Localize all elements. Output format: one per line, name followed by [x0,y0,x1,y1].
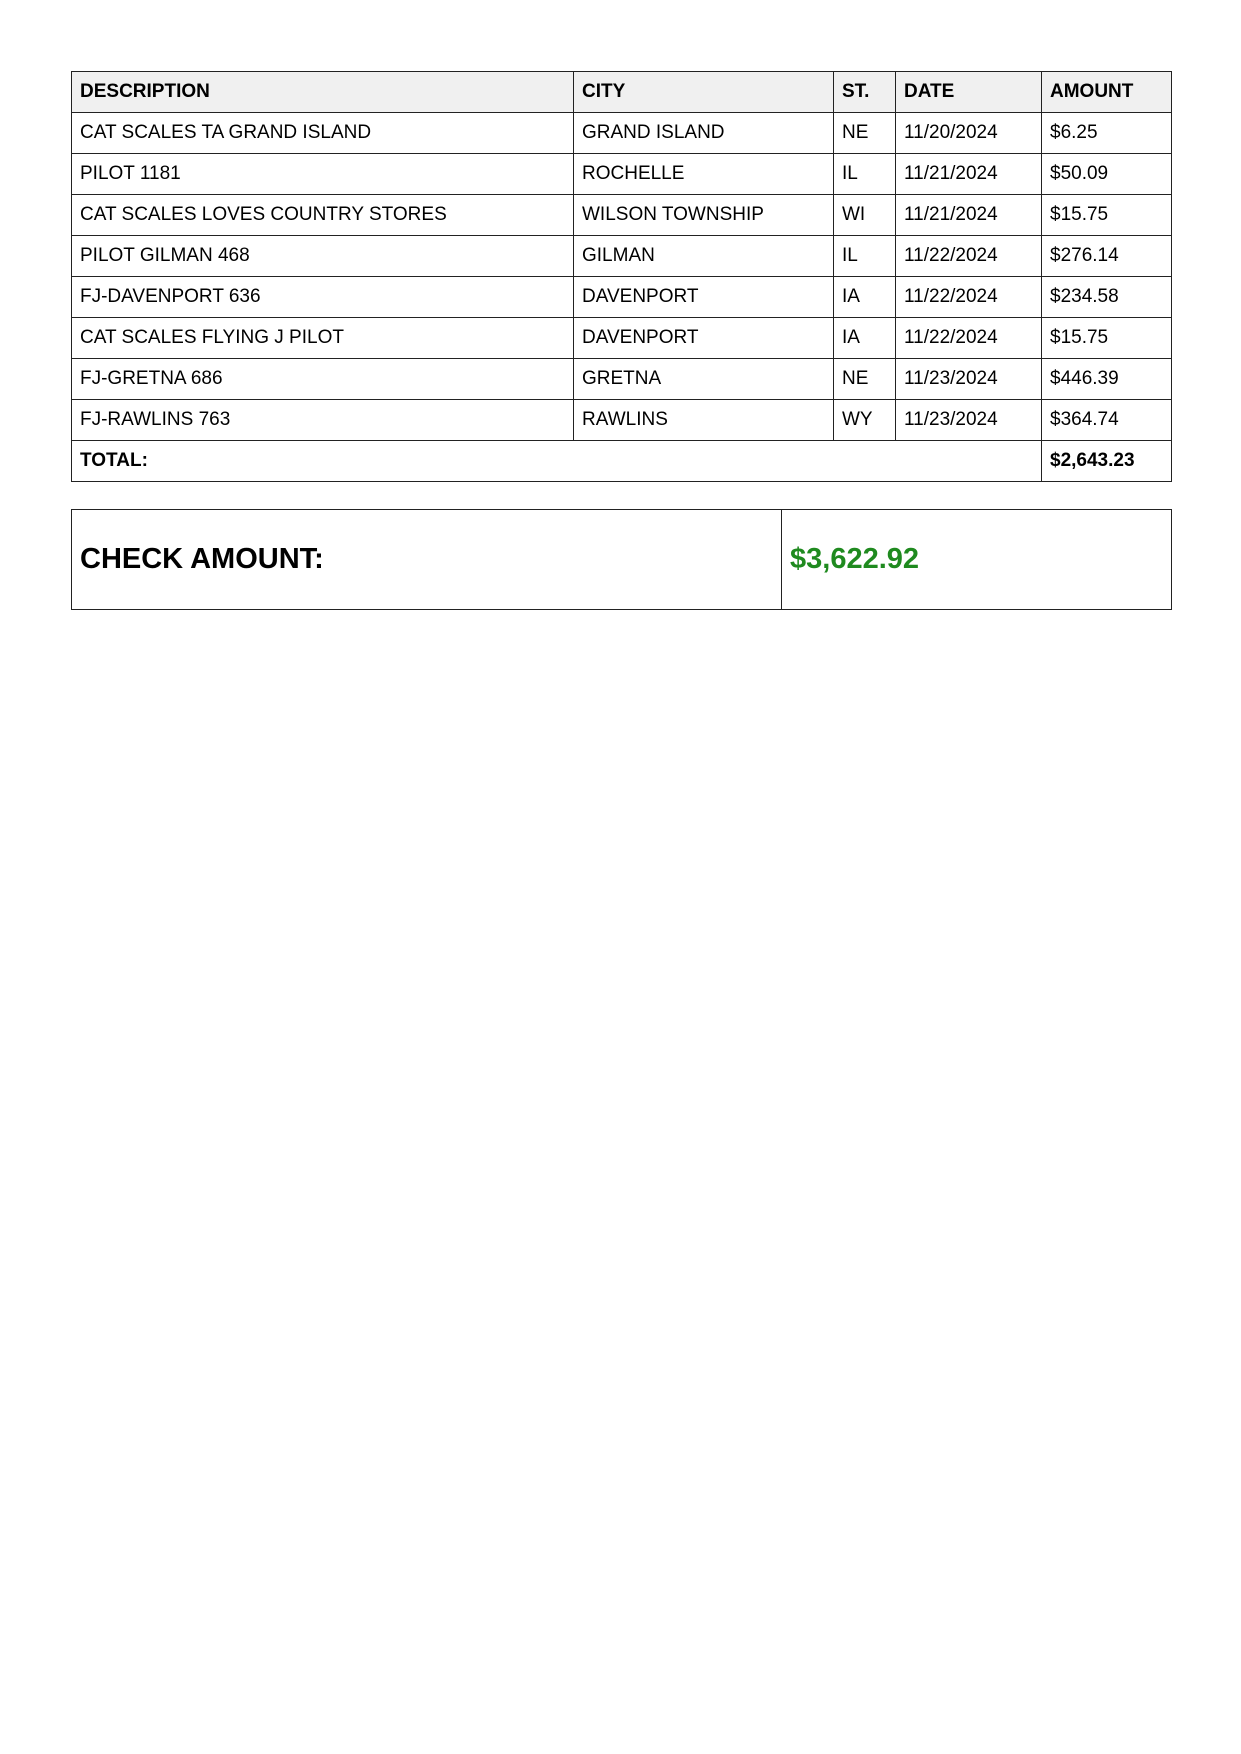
cell-date: 11/21/2024 [896,154,1042,195]
cell-date: 11/22/2024 [896,318,1042,359]
total-row [72,441,1172,482]
cell-date: 11/21/2024 [896,195,1042,236]
total-value: $2,643.23 [1042,441,1172,482]
cell-city: WILSON TOWNSHIP [574,195,834,236]
total-label: TOTAL: [72,441,1042,482]
header-state: ST. [834,72,896,113]
table-row [72,318,1172,359]
cell-description: CAT SCALES TA GRAND ISLAND [72,113,574,154]
cell-state: WI [834,195,896,236]
check-amount-value: $3,622.92 [782,510,1172,610]
cell-state: WY [834,400,896,441]
cell-state: NE [834,359,896,400]
table-row [72,195,1172,236]
cell-description: FJ-DAVENPORT 636 [72,277,574,318]
cell-description: FJ-RAWLINS 763 [72,400,574,441]
cell-city: ROCHELLE [574,154,834,195]
cell-state: IA [834,277,896,318]
cell-description: PILOT GILMAN 468 [72,236,574,277]
table-row [72,154,1172,195]
cell-date: 11/20/2024 [896,113,1042,154]
cell-amount: $6.25 [1042,113,1172,154]
header-description: DESCRIPTION [72,72,574,113]
expense-table [71,71,1172,482]
cell-city: DAVENPORT [574,277,834,318]
cell-description: CAT SCALES FLYING J PILOT [72,318,574,359]
header-city: CITY [574,72,834,113]
cell-city: RAWLINS [574,400,834,441]
check-amount-row [72,510,1172,610]
cell-amount: $364.74 [1042,400,1172,441]
cell-state: NE [834,113,896,154]
cell-description: FJ-GRETNA 686 [72,359,574,400]
cell-date: 11/23/2024 [896,359,1042,400]
cell-description: CAT SCALES LOVES COUNTRY STORES [72,195,574,236]
cell-amount: $50.09 [1042,154,1172,195]
cell-amount: $15.75 [1042,318,1172,359]
table-row [72,236,1172,277]
cell-city: DAVENPORT [574,318,834,359]
cell-amount: $276.14 [1042,236,1172,277]
cell-amount: $234.58 [1042,277,1172,318]
cell-state: IA [834,318,896,359]
cell-date: 11/22/2024 [896,277,1042,318]
check-amount-table [71,509,1172,610]
cell-city: GILMAN [574,236,834,277]
cell-city: GRAND ISLAND [574,113,834,154]
cell-state: IL [834,154,896,195]
cell-date: 11/23/2024 [896,400,1042,441]
cell-date: 11/22/2024 [896,236,1042,277]
expense-table-header [72,72,1172,113]
cell-amount: $15.75 [1042,195,1172,236]
cell-state: IL [834,236,896,277]
header-row [72,72,1172,113]
table-row [72,359,1172,400]
table-row [72,277,1172,318]
table-row [72,400,1172,441]
header-amount: AMOUNT [1042,72,1172,113]
header-date: DATE [896,72,1042,113]
cell-city: GRETNA [574,359,834,400]
check-amount-label: CHECK AMOUNT: [72,510,782,610]
expense-table-body [72,113,1172,482]
cell-description: PILOT 1181 [72,154,574,195]
cell-amount: $446.39 [1042,359,1172,400]
table-row [72,113,1172,154]
